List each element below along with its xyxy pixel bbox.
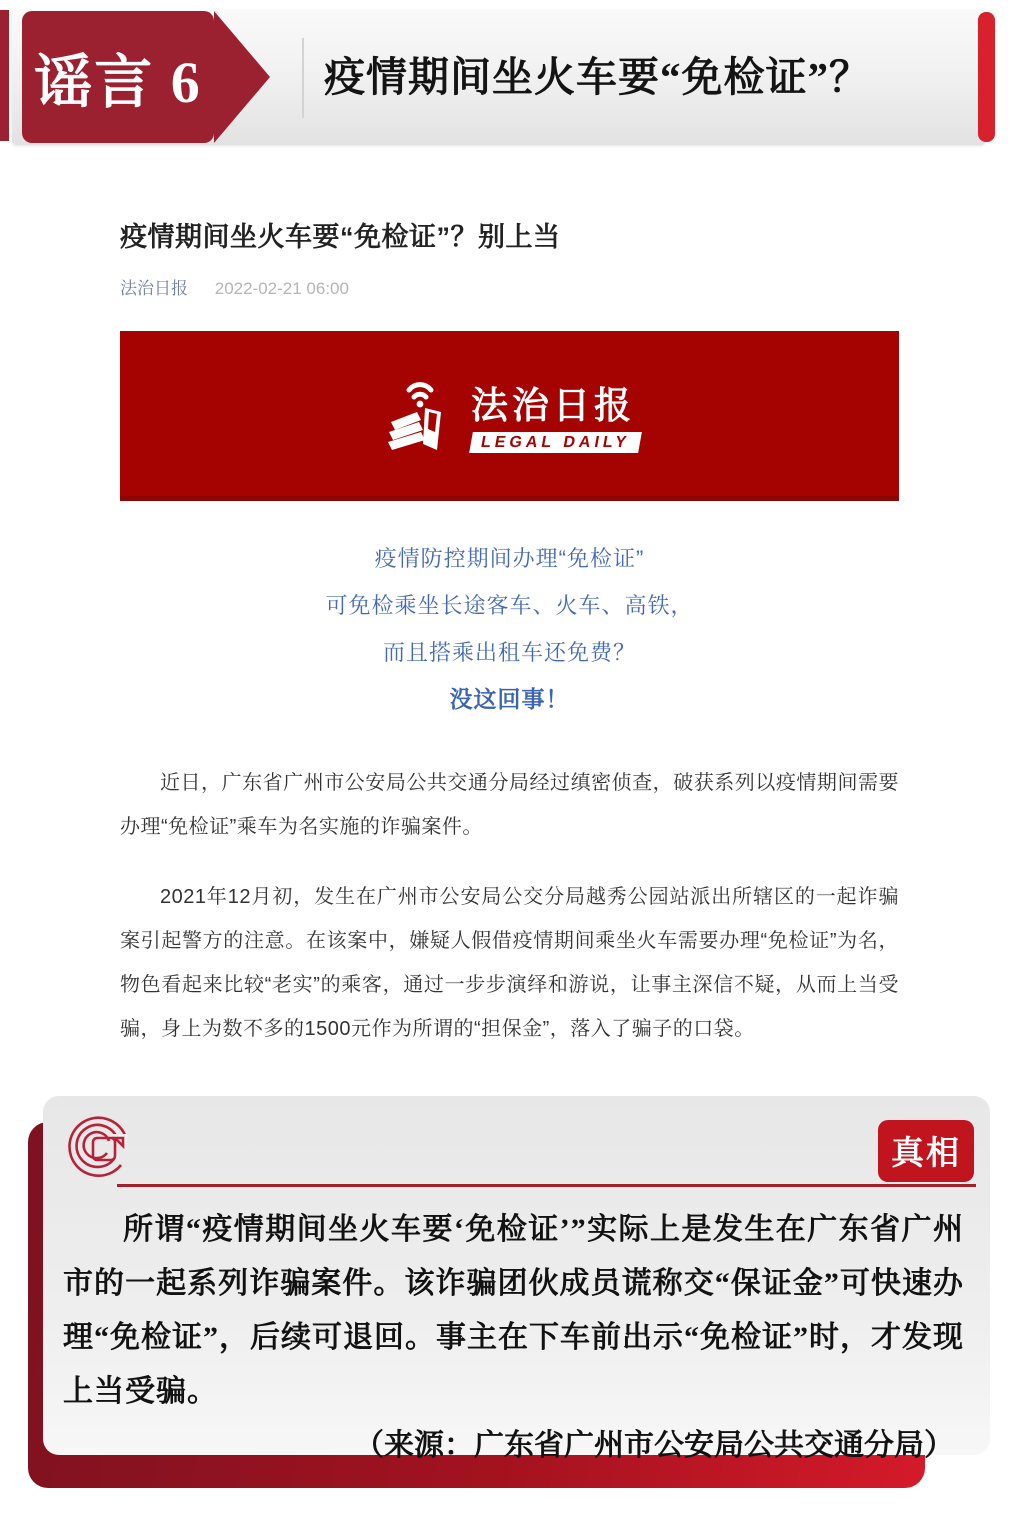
press-banner-image [120, 331, 899, 501]
article-source[interactable]: 法治日报 [120, 279, 188, 298]
left-edge-accent [0, 10, 9, 141]
quote-line: 而且搭乘出租车还免费？ [382, 640, 636, 665]
article [120, 145, 899, 1051]
newspaper-stack-wifi-icon [379, 372, 463, 456]
article-meta [120, 274, 899, 299]
rumor-quote-block [120, 535, 899, 723]
truth-card [43, 1096, 990, 1462]
quote-line: 疫情防控期间办理“免检证” [374, 546, 645, 571]
banner-divider [302, 38, 304, 118]
concentric-spiral-logo-icon [59, 1108, 139, 1188]
article-date: 2022-02-21 06:00 [214, 279, 349, 298]
legal-daily-logo-subtext: LEGAL DAILY [469, 432, 642, 453]
quote-line: 可免检乘坐长途客车、火车、高铁， [325, 593, 694, 618]
article-headline: 疫情期间坐火车要“免检证”？别上当 [120, 222, 561, 252]
truth-section [0, 1096, 1024, 1516]
top-banner [12, 10, 985, 145]
banner-title: 疫情期间坐火车要“免检证”？ [324, 54, 871, 100]
right-edge-accent [978, 12, 995, 142]
truth-statement: 所谓“疫情期间坐火车要‘免检证’”实际上是发生在广东省广州市的一起系列诈骗案件。该诈骗团伙成员谎称交“保证金”可快速办理“免检证”，后续可退回。事主在下车前出示“免检证”时，才发现上当受骗。 [63, 1213, 964, 1408]
article-paragraph: 2021年12月初，发生在广州市公安局公交分局越秀公园站派出所辖区的一起诈骗案引起警方的注意。在该案中，嫌疑人假借疫情期间乘坐火车需要办理“免检证”为名，物色看起来比较“老实”的乘客，通过一步步演绎和游说，让事主深信不疑，从而上当受骗，身上为数不多的1500元作为所谓的“担保金”，落入了骗子的口袋。 [120, 886, 899, 1040]
truth-divider-line [117, 1184, 976, 1187]
legal-daily-logo-text: 法治日报 [471, 384, 636, 426]
rumor-number-badge [22, 11, 214, 143]
truth-badge: 真相 [878, 1120, 974, 1182]
rumor-badge-label: 谣言 6 [34, 50, 202, 115]
legal-daily-logo [379, 372, 640, 456]
truth-card-header [43, 1096, 990, 1188]
truth-source-line: （来源：广东省广州市公安局公共交通分局） [354, 1429, 954, 1462]
quote-verdict-line: 没这回事！ [449, 686, 570, 712]
article-paragraph: 近日，广东省广州市公安局公共交通分局经过缜密侦查，破获系列以疫情期间需要办理“免检证”乘车为名实施的诈骗案件。 [120, 772, 899, 838]
